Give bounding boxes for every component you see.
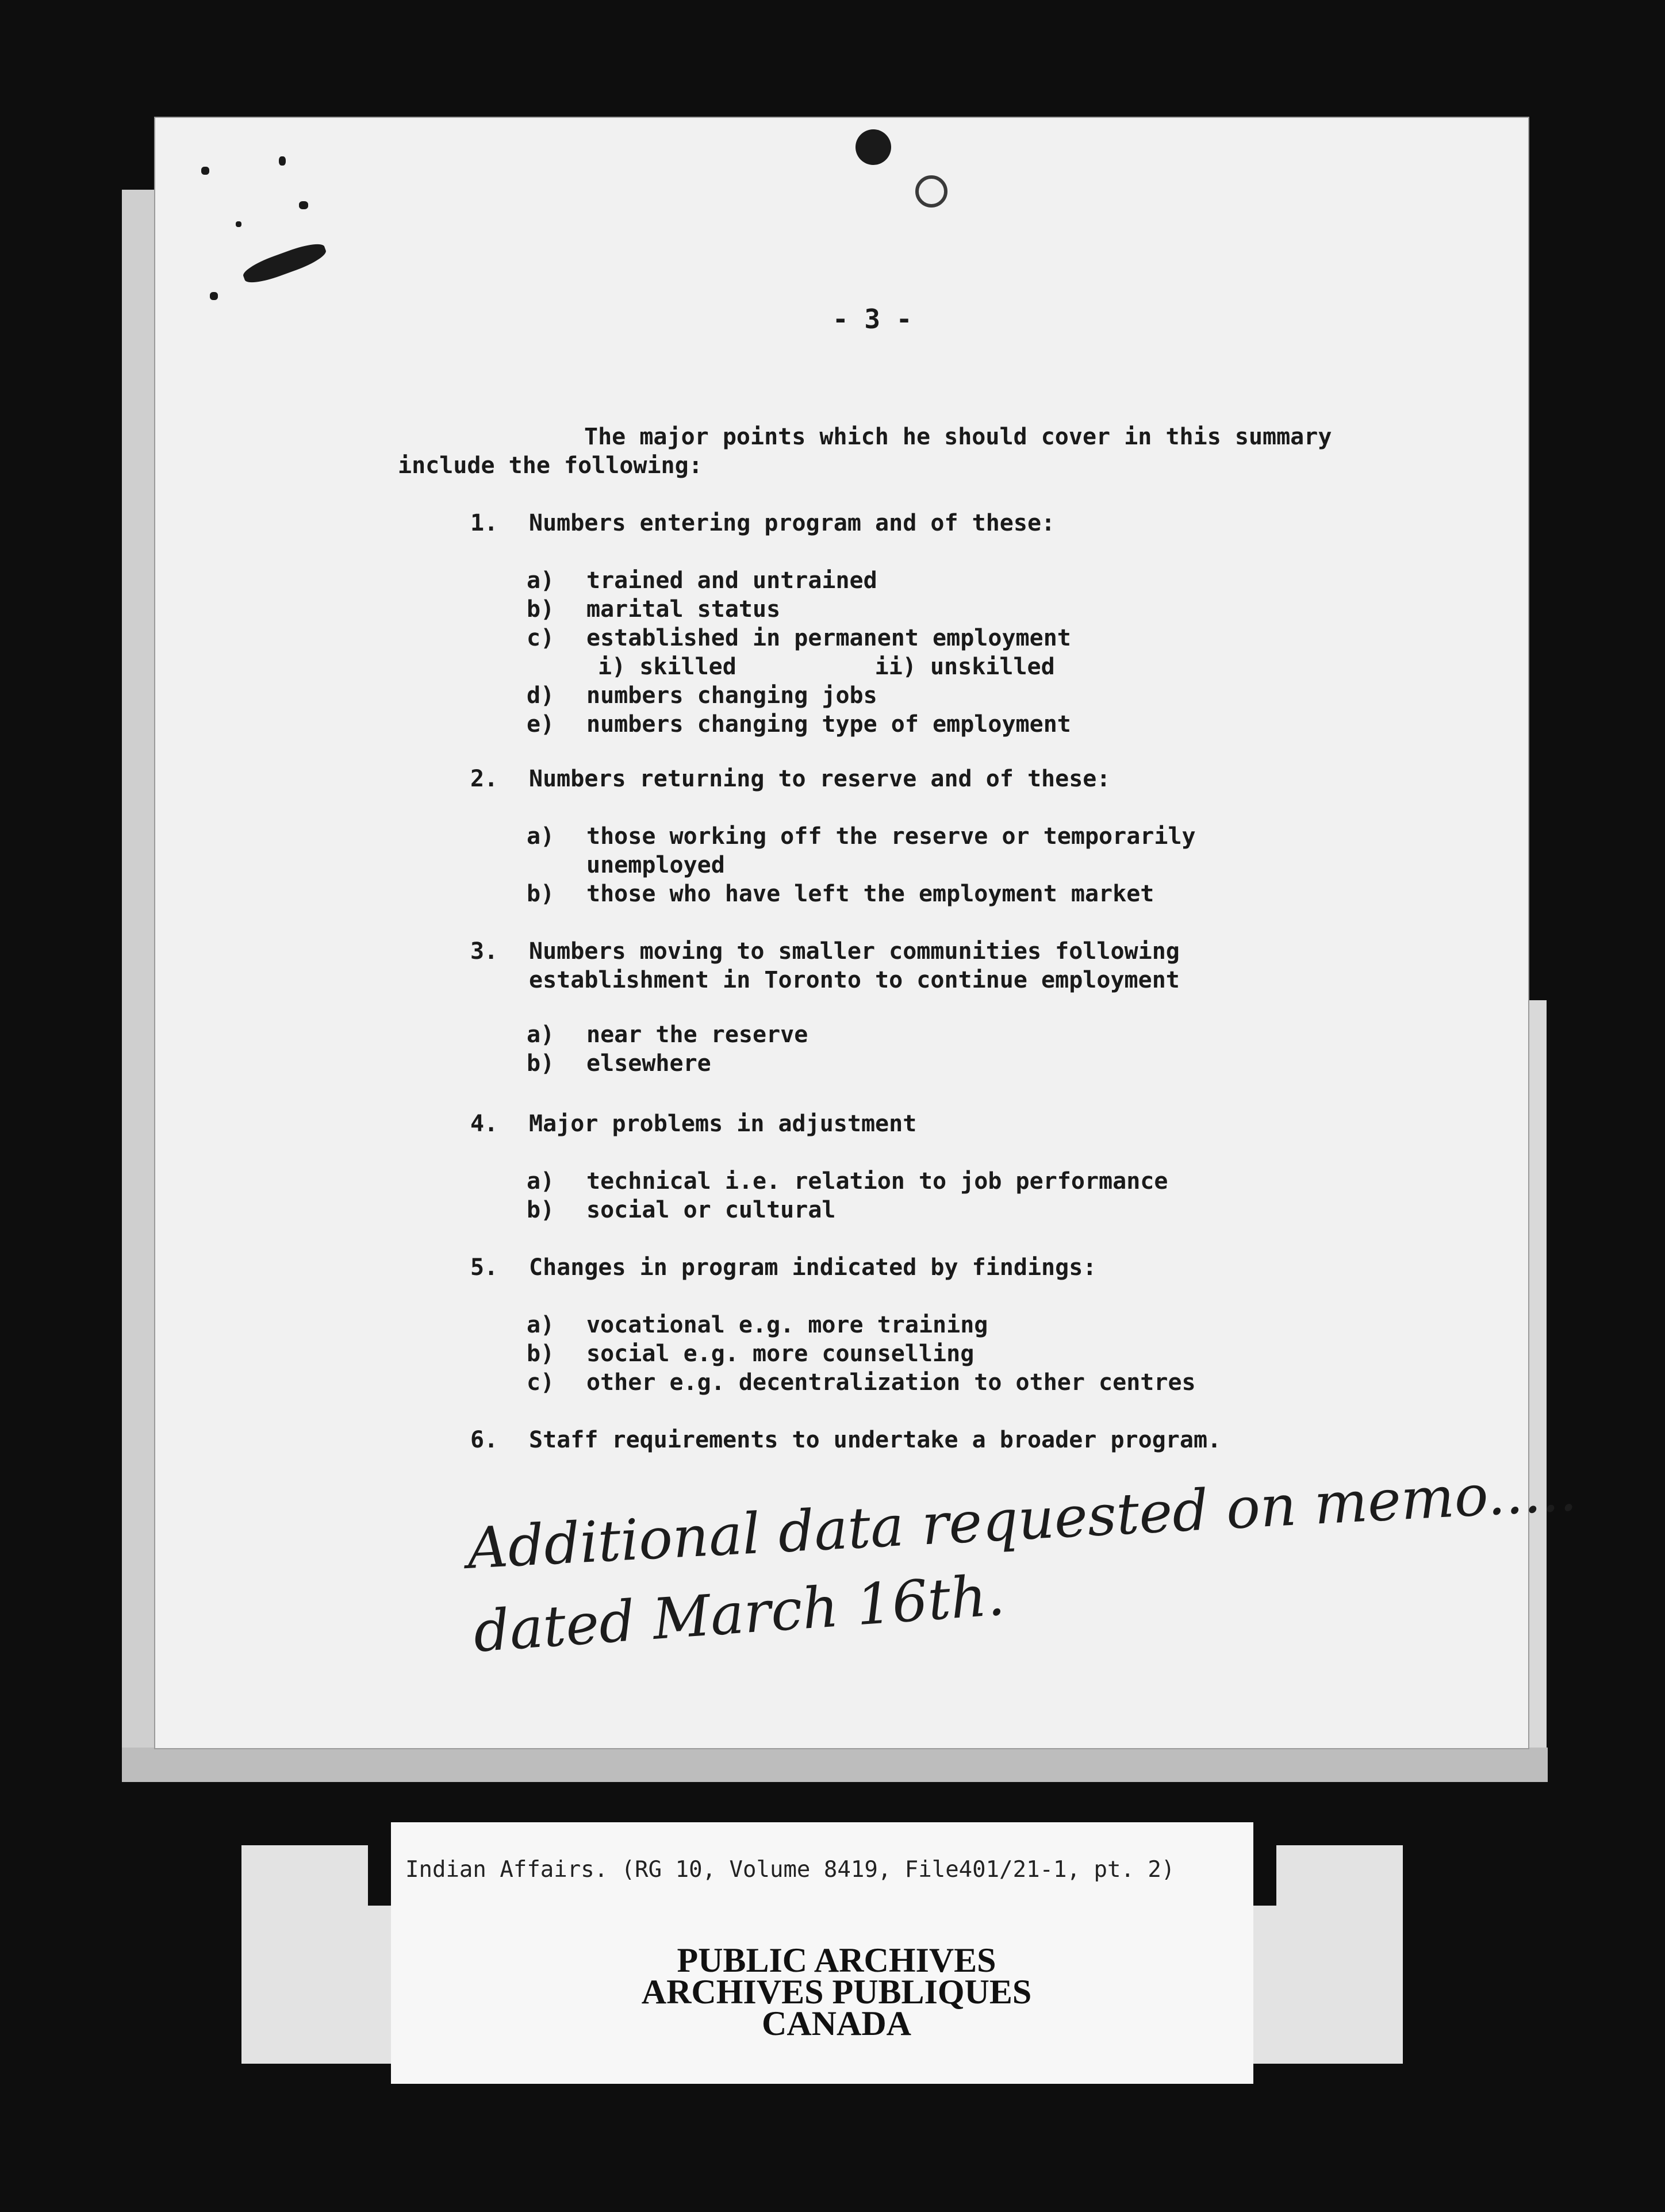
- subitem-text: social or cultural: [586, 1197, 836, 1223]
- item-number: 2.: [470, 766, 498, 792]
- ink-blot: [299, 201, 308, 209]
- subitem-text: established in permanent employment: [586, 625, 1071, 651]
- subitem-letter: a): [527, 823, 555, 850]
- subitem-text: those who have left the employment market: [586, 881, 1154, 907]
- handwritten-note-line: Additional data requested on memo.....: [465, 1458, 1579, 1582]
- subitem-letter: a): [527, 1021, 555, 1048]
- ink-blot: [201, 167, 209, 175]
- page-bottom-edge: [122, 1748, 1548, 1782]
- subitem-text: marital status: [586, 596, 781, 623]
- intro-line: include the following:: [398, 452, 703, 479]
- archive-country: CANADA: [762, 2004, 911, 2042]
- ink-blot: [236, 221, 241, 227]
- subitem-text: trained and untrained: [586, 567, 877, 594]
- subitem-letter: e): [527, 711, 555, 738]
- label-tab: [368, 1845, 391, 1906]
- subitem-text: near the reserve: [586, 1021, 808, 1048]
- subitem-text: unemployed: [586, 852, 725, 878]
- subitem-letter: a): [527, 1312, 555, 1338]
- item-number: 4.: [470, 1111, 498, 1137]
- item-number: 5.: [470, 1254, 498, 1281]
- subitem-letter: b): [527, 596, 555, 623]
- punch-hole: [855, 129, 891, 165]
- handwritten-note-line: dated March 16th.: [471, 1562, 1007, 1665]
- subitem-text: vocational e.g. more training: [586, 1312, 988, 1338]
- punch-hole: [915, 175, 947, 208]
- intro-line: The major points which he should cover in this summary: [584, 424, 1332, 450]
- item-heading: Staff requirements to undertake a broader program.: [529, 1427, 1222, 1453]
- item-heading: Numbers returning to reserve and of these:: [529, 766, 1111, 792]
- label-tab: [1253, 1845, 1276, 1906]
- archive-citation: Indian Affairs. (RG 10, Volume 8419, File401/21-1, pt. 2): [405, 1857, 1175, 1883]
- subitem-letter: b): [527, 881, 555, 907]
- subitem-text: numbers changing jobs: [586, 682, 877, 709]
- ink-blot: [279, 156, 286, 166]
- subitem-text: other e.g. decentralization to other centres: [586, 1369, 1196, 1396]
- subitem-letter: b): [527, 1341, 555, 1367]
- item-heading: Numbers entering program and of these:: [529, 510, 1056, 536]
- item-heading: Major problems in adjustment: [529, 1111, 917, 1137]
- subitem-letter: a): [527, 567, 555, 594]
- item-number: 3.: [470, 938, 498, 965]
- subitem-text: numbers changing type of employment: [586, 711, 1071, 738]
- subitem-text: technical i.e. relation to job performance: [586, 1168, 1168, 1195]
- subitem-text: social e.g. more counselling: [586, 1341, 975, 1367]
- archive-name-french: ARCHIVES PUBLIQUES: [641, 1973, 1032, 2011]
- archive-name-english: PUBLIC ARCHIVES: [677, 1941, 996, 1979]
- item-number: 6.: [470, 1427, 498, 1453]
- subitem-text: those working off the reserve or temporarily: [586, 823, 1196, 850]
- subitem-letter: c): [527, 625, 555, 651]
- subitem-letter: b): [527, 1197, 555, 1223]
- subitem-text: i) skilled ii) unskilled: [598, 654, 1055, 680]
- subitem-letter: b): [527, 1050, 555, 1077]
- page-number: - 3 -: [833, 304, 912, 335]
- item-heading: Changes in program indicated by findings:: [529, 1254, 1097, 1281]
- ink-blot: [210, 292, 218, 300]
- item-number: 1.: [470, 510, 498, 536]
- item-heading: establishment in Toronto to continue employment: [529, 967, 1180, 993]
- subitem-letter: d): [527, 682, 555, 709]
- subitem-letter: a): [527, 1168, 555, 1195]
- subitem-letter: c): [527, 1369, 555, 1396]
- subitem-text: elsewhere: [586, 1050, 711, 1077]
- item-heading: Numbers moving to smaller communities following: [529, 938, 1180, 965]
